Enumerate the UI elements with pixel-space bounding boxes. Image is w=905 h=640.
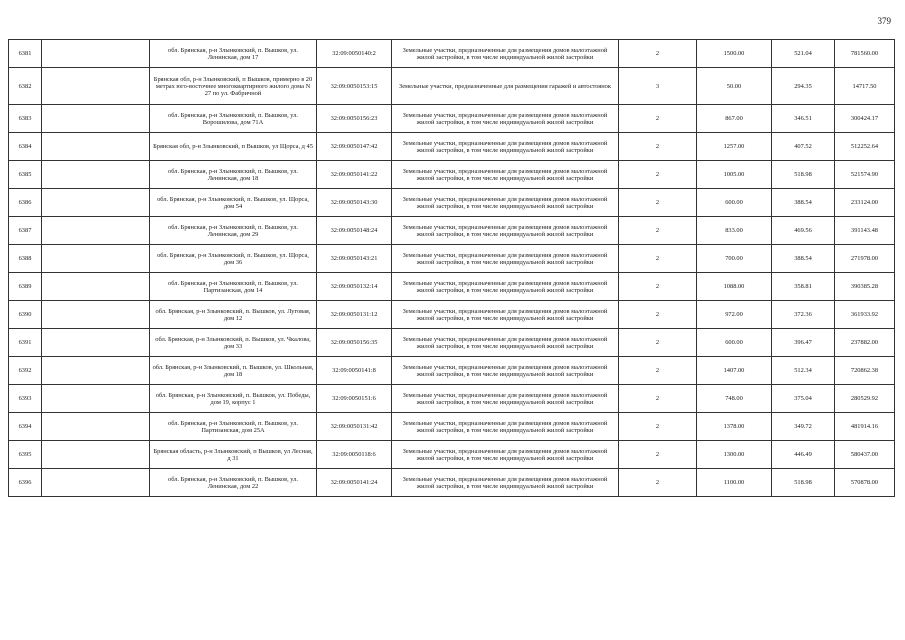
- table-row: [9, 161, 895, 189]
- class-cell: 2: [619, 413, 697, 441]
- cadastral-number-cell: 32:09:0050118:6: [317, 441, 392, 469]
- address-cell: обл. Брянская, р-н Злынковский, п. Вышков, ул. Чкалова, дом 33: [150, 329, 317, 357]
- land-use-cell: Земельные участки, предназначенные для размещения домов малоэтажной жилой застройки, в том числе индивидуальной жилой застройки: [392, 301, 619, 329]
- specific-value-cell: 512.34: [772, 357, 835, 385]
- address-cell: обл. Брянская, р-н Злынковский, п. Вышков, ул. Ленинская, дом 17: [150, 40, 317, 68]
- address-cell: обл. Брянская, р-н Злынковский, п. Вышков, ул. Ленинская, дом 18: [150, 161, 317, 189]
- land-use-cell: Земельные участки, предназначенные для размещения домов малоэтажной жилой застройки, в том числе индивидуальной жилой застройки: [392, 441, 619, 469]
- cadastral-value-cell: 280529.92: [835, 385, 895, 413]
- row-number: 6391: [9, 329, 42, 357]
- table-row: [9, 189, 895, 217]
- specific-value-cell: 375.04: [772, 385, 835, 413]
- class-cell: 2: [619, 441, 697, 469]
- address-cell: Брянская обл, р-н Злынковский, п Вышков, ул Щорса, д 45: [150, 133, 317, 161]
- blank-cell: [42, 301, 150, 329]
- cadastral-value-cell: 512252.64: [835, 133, 895, 161]
- area-cell: 1407.00: [697, 357, 772, 385]
- cadastral-value-cell: 580437.00: [835, 441, 895, 469]
- area-cell: 748.00: [697, 385, 772, 413]
- specific-value-cell: 521.04: [772, 40, 835, 68]
- address-cell: Брянская область, р-н Злынковский, п Вышков, ул Лесная, д 31: [150, 441, 317, 469]
- cadastral-number-cell: 32:09:0050151:6: [317, 385, 392, 413]
- address-cell: обл. Брянская, р-н Злынковский, п. Вышков, ул. Партизанская, дом 25А: [150, 413, 317, 441]
- address-cell: Брянская обл, р-н Злынковский, п Вышков, примерно в 20 метрах юго-восточнее многоквартирного жилого дома N 27 по ул. Фабричной: [150, 68, 317, 105]
- specific-value-cell: 346.51: [772, 105, 835, 133]
- area-cell: 1005.00: [697, 161, 772, 189]
- class-cell: 2: [619, 357, 697, 385]
- cadastral-number-cell: 32:09:0050141:8: [317, 357, 392, 385]
- table-row: [9, 40, 895, 68]
- specific-value-cell: 294.35: [772, 68, 835, 105]
- class-cell: 2: [619, 385, 697, 413]
- cadastral-number-cell: 32:09:0050148:24: [317, 217, 392, 245]
- blank-cell: [42, 273, 150, 301]
- blank-cell: [42, 161, 150, 189]
- land-use-cell: Земельные участки, предназначенные для размещения домов малоэтажной жилой застройки, в том числе индивидуальной жилой застройки: [392, 329, 619, 357]
- cadastral-value-cell: 300424.17: [835, 105, 895, 133]
- specific-value-cell: 388.54: [772, 189, 835, 217]
- specific-value-cell: 358.81: [772, 273, 835, 301]
- cadastral-number-cell: 32:09:0050143:30: [317, 189, 392, 217]
- class-cell: 2: [619, 469, 697, 497]
- row-number: 6388: [9, 245, 42, 273]
- area-cell: 600.00: [697, 329, 772, 357]
- blank-cell: [42, 329, 150, 357]
- table-row: [9, 245, 895, 273]
- land-use-cell: Земельные участки, предназначенные для размещения домов малоэтажной жилой застройки, в том числе индивидуальной жилой застройки: [392, 469, 619, 497]
- blank-cell: [42, 441, 150, 469]
- page-number: 379: [877, 16, 891, 26]
- specific-value-cell: 407.52: [772, 133, 835, 161]
- address-cell: обл. Брянская, р-н Злынковский, п. Вышков, ул. Школьная, дом 18: [150, 357, 317, 385]
- land-use-cell: Земельные участки, предназначенные для размещения домов малоэтажной жилой застройки, в том числе индивидуальной жилой застройки: [392, 413, 619, 441]
- row-number: 6394: [9, 413, 42, 441]
- table-row: [9, 441, 895, 469]
- area-cell: 1088.00: [697, 273, 772, 301]
- address-cell: обл. Брянская, р-н Злынковский, п. Вышков, ул. Победы, дом 19, корпус 1: [150, 385, 317, 413]
- cadastral-number-cell: 32:09:0050153:15: [317, 68, 392, 105]
- cadastral-value-cell: 271978.00: [835, 245, 895, 273]
- row-number: 6387: [9, 217, 42, 245]
- cadastral-number-cell: 32:09:0050132:14: [317, 273, 392, 301]
- address-cell: обл. Брянская, р-н Злынковский, п. Вышков, ул. Ленинская, дом 22: [150, 469, 317, 497]
- table-row: [9, 217, 895, 245]
- land-use-cell: Земельные участки, предназначенные для размещения домов малоэтажной жилой застройки, в том числе индивидуальной жилой застройки: [392, 133, 619, 161]
- land-use-cell: Земельные участки, предназначенные для размещения домов малоэтажной жилой застройки, в том числе индивидуальной жилой застройки: [392, 161, 619, 189]
- land-use-cell: Земельные участки, предназначенные для размещения гаражей и автостоянок: [392, 68, 619, 105]
- class-cell: 2: [619, 40, 697, 68]
- class-cell: 2: [619, 133, 697, 161]
- row-number: 6383: [9, 105, 42, 133]
- land-use-cell: Земельные участки, предназначенные для размещения домов малоэтажной жилой застройки, в том числе индивидуальной жилой застройки: [392, 357, 619, 385]
- cadastral-number-cell: 32:09:0050147:42: [317, 133, 392, 161]
- cadastral-value-cell: 521574.90: [835, 161, 895, 189]
- cadastral-value-cell: 390385.28: [835, 273, 895, 301]
- class-cell: 2: [619, 329, 697, 357]
- specific-value-cell: 349.72: [772, 413, 835, 441]
- row-number: 6392: [9, 357, 42, 385]
- address-cell: обл. Брянская, р-н Злынковский, п. Вышков, ул. Партизанская, дом 14: [150, 273, 317, 301]
- area-cell: 600.00: [697, 189, 772, 217]
- cadastral-value-cell: 781560.00: [835, 40, 895, 68]
- blank-cell: [42, 217, 150, 245]
- table-row: [9, 329, 895, 357]
- cadastral-value-cell: 481914.16: [835, 413, 895, 441]
- cadastral-value-cell: 720862.38: [835, 357, 895, 385]
- blank-cell: [42, 385, 150, 413]
- specific-value-cell: 469.56: [772, 217, 835, 245]
- blank-cell: [42, 105, 150, 133]
- blank-cell: [42, 357, 150, 385]
- area-cell: 700.00: [697, 245, 772, 273]
- land-use-cell: Земельные участки, предназначенные для размещения домов малоэтажной жилой застройки, в том числе индивидуальной жилой застройки: [392, 273, 619, 301]
- specific-value-cell: 446.49: [772, 441, 835, 469]
- cadastral-number-cell: 32:09:0050156:35: [317, 329, 392, 357]
- cadastral-value-cell: 14717.50: [835, 68, 895, 105]
- address-cell: обл. Брянская, р-н Злынковский, п. Вышков, ул. Луговая, дом 12: [150, 301, 317, 329]
- class-cell: 2: [619, 105, 697, 133]
- specific-value-cell: 388.54: [772, 245, 835, 273]
- cadastral-value-cell: 361933.92: [835, 301, 895, 329]
- cadastral-number-cell: 32:09:0050141:24: [317, 469, 392, 497]
- address-cell: обл. Брянская, р-н Злынковский, п. Вышков, ул. Ленинская, дом 29: [150, 217, 317, 245]
- land-use-cell: Земельные участки, предназначенные для размещения домов малоэтажной жилой застройки, в том числе индивидуальной жилой застройки: [392, 40, 619, 68]
- cadastral-number-cell: 32:09:0050140:2: [317, 40, 392, 68]
- land-use-cell: Земельные участки, предназначенные для размещения домов малоэтажной жилой застройки, в том числе индивидуальной жилой застройки: [392, 217, 619, 245]
- area-cell: 1500.00: [697, 40, 772, 68]
- land-use-cell: Земельные участки, предназначенные для размещения домов малоэтажной жилой застройки, в том числе индивидуальной жилой застройки: [392, 189, 619, 217]
- cadastral-number-cell: 32:09:0050143:21: [317, 245, 392, 273]
- specific-value-cell: 518.98: [772, 469, 835, 497]
- class-cell: 2: [619, 189, 697, 217]
- area-cell: 972.00: [697, 301, 772, 329]
- blank-cell: [42, 189, 150, 217]
- specific-value-cell: 372.36: [772, 301, 835, 329]
- address-cell: обл. Брянская, р-н Злынковский, п. Вышков, ул. Щорса, дом 36: [150, 245, 317, 273]
- row-number: 6389: [9, 273, 42, 301]
- table-row: [9, 133, 895, 161]
- row-number: 6396: [9, 469, 42, 497]
- cadastral-number-cell: 32:09:0050156:23: [317, 105, 392, 133]
- row-number: 6385: [9, 161, 42, 189]
- cadastral-value-cell: 391143.48: [835, 217, 895, 245]
- blank-cell: [42, 68, 150, 105]
- table-row: [9, 469, 895, 497]
- row-number: 6381: [9, 40, 42, 68]
- table-row: [9, 385, 895, 413]
- table-row: [9, 68, 895, 105]
- area-cell: 1100.00: [697, 469, 772, 497]
- specific-value-cell: 396.47: [772, 329, 835, 357]
- area-cell: 50.00: [697, 68, 772, 105]
- row-number: 6384: [9, 133, 42, 161]
- class-cell: 2: [619, 273, 697, 301]
- blank-cell: [42, 413, 150, 441]
- area-cell: 1378.00: [697, 413, 772, 441]
- blank-cell: [42, 245, 150, 273]
- blank-cell: [42, 133, 150, 161]
- class-cell: 2: [619, 245, 697, 273]
- area-cell: 867.00: [697, 105, 772, 133]
- area-cell: 1300.00: [697, 441, 772, 469]
- specific-value-cell: 518.98: [772, 161, 835, 189]
- blank-cell: [42, 40, 150, 68]
- table-row: [9, 301, 895, 329]
- class-cell: 3: [619, 68, 697, 105]
- row-number: 6393: [9, 385, 42, 413]
- cadastral-value-cell: 570878.00: [835, 469, 895, 497]
- class-cell: 2: [619, 217, 697, 245]
- land-use-cell: Земельные участки, предназначенные для размещения домов малоэтажной жилой застройки, в том числе индивидуальной жилой застройки: [392, 385, 619, 413]
- row-number: 6382: [9, 68, 42, 105]
- land-use-cell: Земельные участки, предназначенные для размещения домов малоэтажной жилой застройки, в том числе индивидуальной жилой застройки: [392, 105, 619, 133]
- table-row: [9, 273, 895, 301]
- cadastral-value-cell: 237882.00: [835, 329, 895, 357]
- area-cell: 1257.00: [697, 133, 772, 161]
- row-number: 6390: [9, 301, 42, 329]
- land-use-cell: Земельные участки, предназначенные для размещения домов малоэтажной жилой застройки, в том числе индивидуальной жилой застройки: [392, 245, 619, 273]
- cadastral-number-cell: 32:09:0050131:12: [317, 301, 392, 329]
- address-cell: обл. Брянская, р-н Злынковский, п. Вышков, ул. Ворошилова, дом 71А: [150, 105, 317, 133]
- table-row: [9, 413, 895, 441]
- table-row: [9, 357, 895, 385]
- cadastral-number-cell: 32:09:0050141:22: [317, 161, 392, 189]
- row-number: 6395: [9, 441, 42, 469]
- class-cell: 2: [619, 301, 697, 329]
- cadastral-number-cell: 32:09:0050131:42: [317, 413, 392, 441]
- cadastral-value-table: [8, 39, 895, 497]
- class-cell: 2: [619, 161, 697, 189]
- table-row: [9, 105, 895, 133]
- address-cell: обл. Брянская, р-н Злынковский, п. Вышков, ул. Щорса, дом 54: [150, 189, 317, 217]
- blank-cell: [42, 469, 150, 497]
- cadastral-value-cell: 233124.00: [835, 189, 895, 217]
- area-cell: 833.00: [697, 217, 772, 245]
- row-number: 6386: [9, 189, 42, 217]
